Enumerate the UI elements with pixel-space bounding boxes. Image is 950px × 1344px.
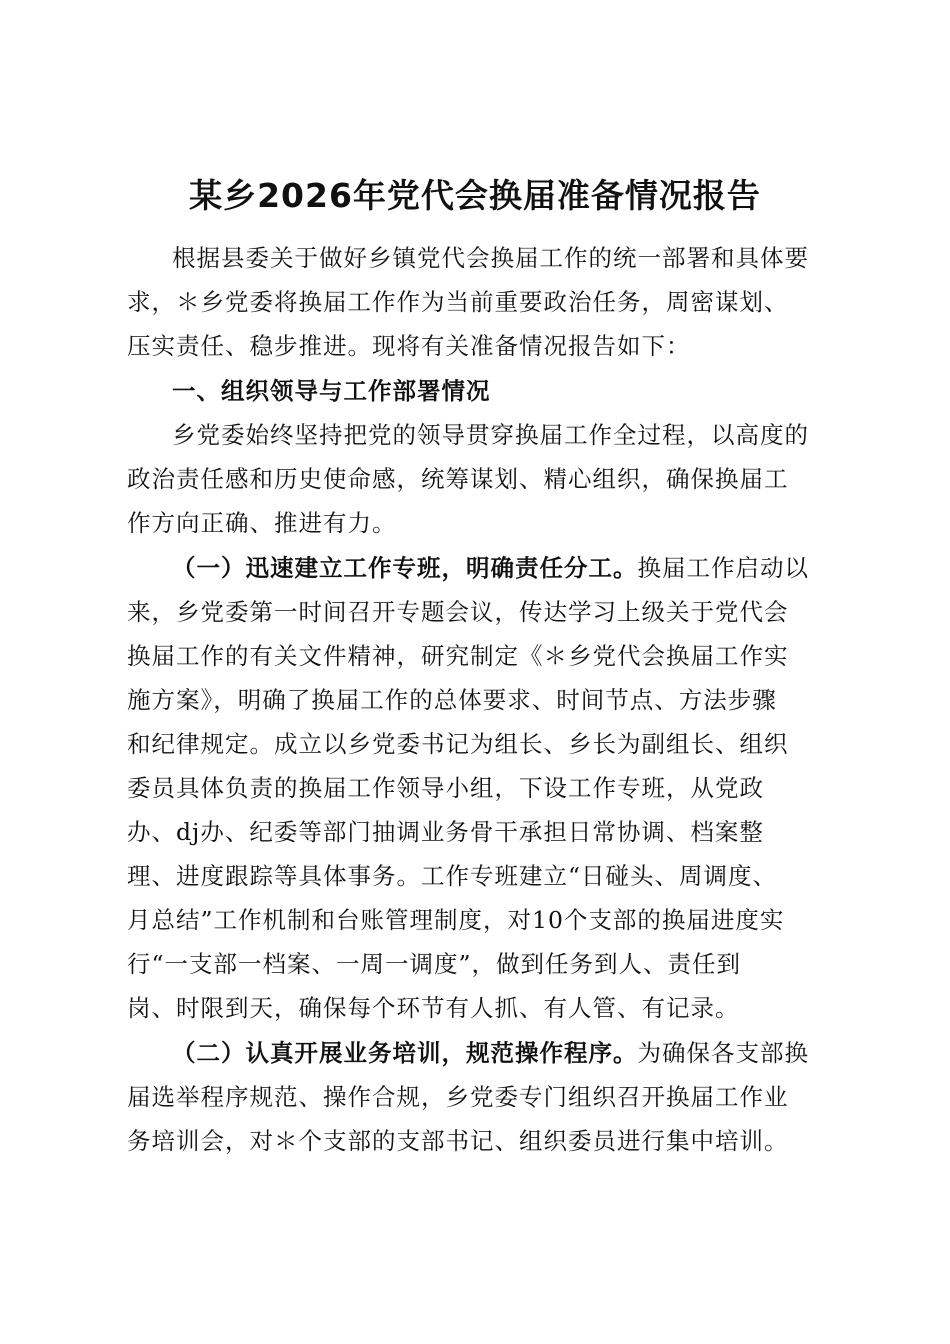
sub1-line: 行“一支部一档案、一周一调度”，做到任务到人、责任到 (127, 950, 742, 978)
subsection-text: 换届工作启动以 (637, 554, 809, 582)
subsection-text: 为确保各支部换 (637, 1039, 809, 1067)
sub1-line: 岗、时限到天，确保每个环节有人抓、有人管、有记录。 (127, 994, 740, 1022)
subsection-first-line (172, 553, 892, 583)
subsection-lead: （一）迅速建立工作专班，明确责任分工。 (172, 554, 638, 582)
subsection-first-line (172, 1038, 892, 1068)
intro-line: 根据县委关于做好乡镇党代会换届工作的统一部署和具体要 (172, 244, 809, 272)
sub1-line: 办、dj办、纪委等部门抽调业务骨干承担日常协调、档案整 (127, 818, 764, 846)
section1-line: 作方向正确、推进有力。 (127, 509, 397, 537)
sub1-line: 理、进度跟踪等具体事务。工作专班建立“日碰头、周调度、 (127, 862, 778, 890)
sub2-line: 务培训会，对＊个支部的支部书记、组织委员进行集中培训。 (127, 1127, 789, 1155)
sub1-line: 和纪律规定。成立以乡党委书记为组长、乡长为副组长、组织 (127, 730, 789, 758)
section1-line: 政治责任感和历史使命感，统筹谋划、精心组织，确保换届工 (127, 465, 789, 493)
sub1-line: 来，乡党委第一时间召开专题会议，传达学习上级关于党代会 (127, 598, 789, 626)
section1-line: 乡党委始终坚持把党的领导贯穿换届工作全过程，以高度的 (172, 421, 809, 449)
sub1-line: 换届工作的有关文件精神，研究制定《＊乡党代会换届工作实 (127, 642, 789, 670)
document-title: 某乡2026年党代会换届准备情况报告 (189, 176, 761, 215)
sub1-line: 施方案》，明确了换届工作的总体要求、时间节点、方法步骤 (127, 686, 777, 714)
sub2-line: 届选举程序规范、操作合规，乡党委专门组织召开换届工作业 (127, 1083, 789, 1111)
intro-line: 求，＊乡党委将换届工作作为当前重要政治任务，周密谋划、 (127, 288, 789, 316)
sub1-line: 月总结”工作机制和台账管理制度，对10个支部的换届进度实 (127, 906, 785, 934)
intro-line: 压实责任、稳步推进。现将有关准备情况报告如下： (127, 332, 691, 360)
section-heading: 一、组织领导与工作部署情况 (172, 377, 491, 405)
sub1-line: 委员具体负责的换届工作领导小组，下设工作专班，从党政 (127, 774, 764, 802)
subsection-lead: （二）认真开展业务培训，规范操作程序。 (172, 1039, 638, 1067)
